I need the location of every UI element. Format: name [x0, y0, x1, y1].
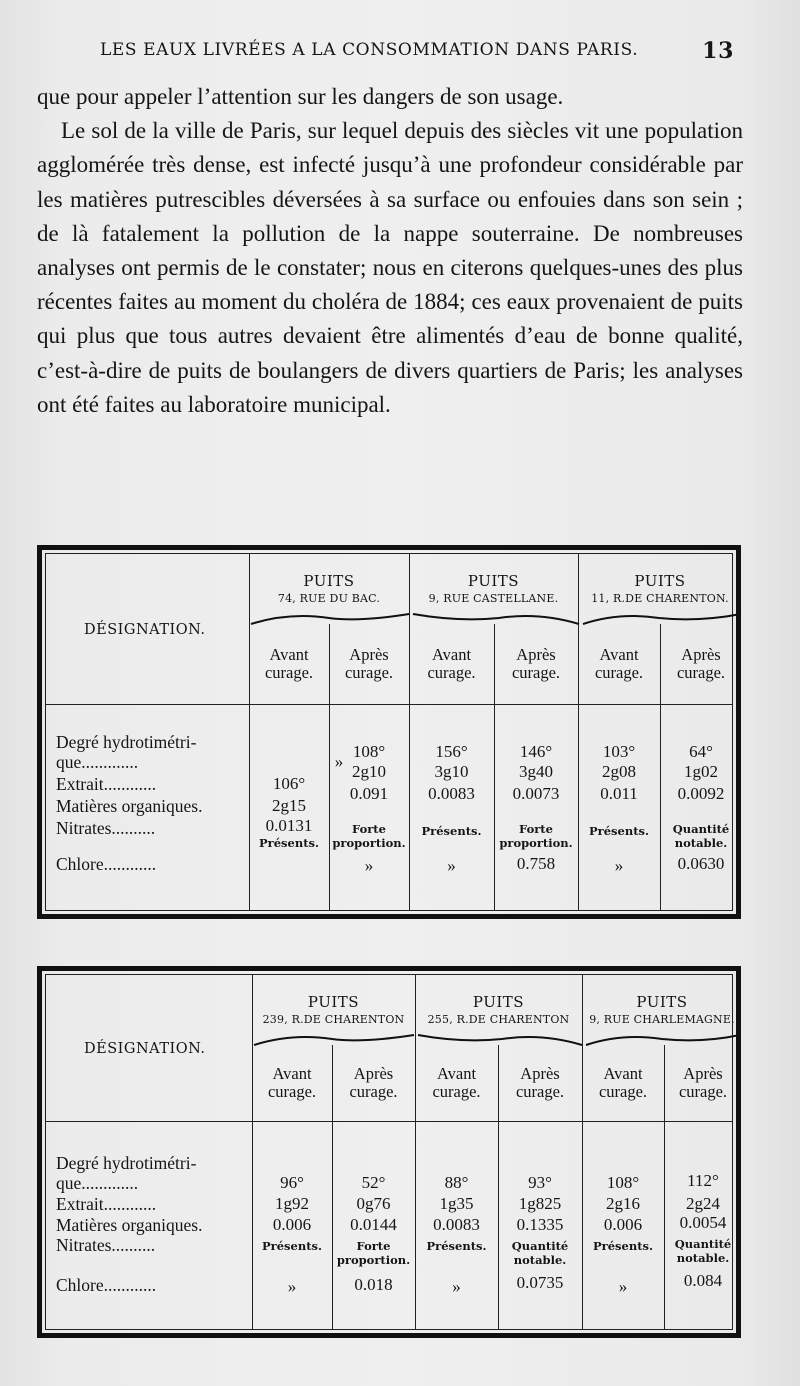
- table-cell: 0.011: [600, 784, 638, 803]
- col-apres: Après curage.: [515, 1064, 565, 1101]
- table-cell: 0.006: [603, 1215, 643, 1234]
- table-cell: 0.091: [349, 784, 389, 803]
- well-title: PUITS: [307, 993, 360, 1011]
- col-avant: Avant curage.: [598, 1064, 648, 1101]
- table-cell: 2g10: [352, 762, 386, 781]
- table-cell: 0.0630: [677, 854, 725, 873]
- col-avant: Avant curage.: [267, 1064, 317, 1101]
- table-cell: 3g10: [434, 762, 469, 781]
- col-avant: Avant curage.: [432, 1064, 481, 1101]
- table-cell: 0.0092: [677, 784, 725, 803]
- col-avant: Avant curage.: [264, 645, 314, 682]
- table-cell: 93°: [528, 1173, 552, 1192]
- analysis-table-2: [37, 966, 741, 1338]
- table-cell: Quantité notable.: [511, 1239, 569, 1267]
- well-title: PUITS: [472, 993, 525, 1011]
- table-cell: 0.018: [354, 1275, 393, 1294]
- table-cell: Présents.: [262, 1239, 322, 1253]
- table-cell: »: [452, 1277, 461, 1296]
- well-address: 9, RUE CASTELLANE.: [428, 592, 559, 605]
- col-apres: Après curage.: [349, 1064, 398, 1101]
- table-cell: »: [447, 856, 456, 875]
- paragraph-2: Le sol de la ville de Paris, sur lequel depuis des siècles vit une population agglomérée très dense, est infecté jusqu’à une profondeur considérable par les matières putrescibles déversées à sa surface ou enfouies dans son sein ; de là fatalement la pollution de la nappe souterraine. De nombreuses analyses ont permis de le constater; nous en citerons quelques-unes des plus récentes faites au moment du choléra de 1884; ces eaux provenaient de puits qui plus que tous autres devaient être alimentés d’eau de bonne qualité, c’est-à-dire de puits de boulangers de divers quartiers de Paris; les analyses ont été faites au laboratoire municipal.: [37, 118, 743, 417]
- table-cell: 1g825: [518, 1194, 562, 1213]
- table-cell: 52°: [361, 1173, 386, 1192]
- table-cell: 2g24: [686, 1194, 720, 1213]
- running-head: [100, 38, 740, 64]
- well-address: 255, R.DE CHARENTON: [427, 1013, 570, 1026]
- table-cell: 88°: [444, 1173, 469, 1192]
- table-cell: Présents.: [421, 824, 482, 838]
- table-cell: 112°: [687, 1171, 719, 1190]
- table-cell: »: [334, 752, 344, 771]
- table-cell: 108°: [606, 1173, 640, 1192]
- col-apres: Après curage.: [676, 645, 726, 682]
- table-cell: 1g35: [439, 1194, 474, 1213]
- table-cell: 0.0131: [265, 816, 313, 835]
- brace-icon: [249, 610, 743, 630]
- row-label: Chlore............: [56, 854, 157, 874]
- table-cell: Présents.: [593, 1239, 653, 1253]
- table-cell: Présents.: [426, 1239, 487, 1253]
- designation-header: DÉSIGNATION.: [84, 1041, 206, 1057]
- table-cell: »: [618, 1277, 628, 1296]
- row-label: Degré hydrotimétri-: [56, 1153, 197, 1173]
- row-label: Nitrates..........: [56, 818, 156, 838]
- well-address: 239, R.DE CHARENTON: [262, 1013, 405, 1026]
- table-cell: 0.0735: [516, 1273, 564, 1292]
- row-label: Extrait............: [56, 774, 157, 794]
- table-cell: 0.1335: [516, 1215, 564, 1234]
- table-cell: Forte proportion.: [336, 1239, 411, 1267]
- table-cell: 0g76: [356, 1194, 391, 1213]
- table-cell: 0.0083: [428, 784, 475, 803]
- page-number: 13: [702, 38, 734, 64]
- col-apres: Après curage.: [511, 645, 561, 682]
- table-cell: »: [614, 856, 624, 875]
- table-cell: Quantité notable.: [674, 1237, 732, 1265]
- row-label-cont: que.............: [56, 752, 139, 772]
- row-label-cont: que.............: [56, 1173, 139, 1193]
- col-avant: Avant curage.: [427, 645, 476, 682]
- table-cell: 2g08: [602, 762, 636, 781]
- paragraph-1: que pour appeler l’attention sur les dangers de son usage.: [37, 84, 564, 109]
- table-cell: 0.084: [683, 1271, 723, 1290]
- col-apres: Après curage.: [344, 645, 394, 682]
- table-cell: 0.0144: [350, 1215, 397, 1234]
- table-cell: 0.0054: [679, 1213, 727, 1232]
- analysis-table-1: [37, 545, 741, 919]
- table-cell: 146°: [519, 742, 553, 761]
- row-label: Extrait............: [56, 1194, 157, 1214]
- row-label: Matières organiques.: [56, 1215, 203, 1235]
- table-cell: 2g16: [606, 1194, 640, 1213]
- row-label: Matières organiques.: [56, 796, 203, 816]
- well-address: 11, R.DE CHARENTON.: [591, 592, 729, 605]
- table-cell: Forte proportion.: [499, 822, 573, 850]
- table-cell: 64°: [689, 742, 713, 761]
- table-cell: »: [287, 1277, 297, 1296]
- col-apres: Après curage.: [678, 1064, 728, 1101]
- row-label: Chlore............: [56, 1275, 157, 1295]
- well-address: 9, RUE CHARLEMAGNE.: [589, 1013, 735, 1026]
- table-cell: Forte proportion.: [332, 822, 406, 850]
- table-cell: 156°: [435, 742, 468, 761]
- well-title: PUITS: [467, 572, 520, 590]
- table-cell: Présents.: [589, 824, 649, 838]
- well-title: PUITS: [634, 572, 686, 590]
- table-cell: 1g92: [275, 1194, 309, 1213]
- well-title: PUITS: [636, 993, 688, 1011]
- body-text: [37, 80, 743, 422]
- table-cell: 2g15: [272, 796, 306, 815]
- table-cell: 0.0083: [433, 1215, 480, 1234]
- table-cell: Quantité notable.: [672, 822, 730, 850]
- running-title: LES EAUX LIVRÉES A LA CONSOMMATION DANS PARIS.: [100, 40, 639, 60]
- well-address: 74, RUE DU BAC.: [277, 592, 381, 605]
- row-label: Degré hydrotimétri-: [56, 732, 197, 752]
- table-cell: »: [364, 856, 374, 875]
- brace-icon: [252, 1031, 742, 1051]
- well-title: PUITS: [303, 572, 355, 590]
- table-cell: 106°: [272, 774, 306, 793]
- row-label: Nitrates..........: [56, 1235, 156, 1255]
- table-cell: 0.0073: [512, 784, 560, 803]
- table-cell: 96°: [280, 1173, 304, 1192]
- table-cell: 0.006: [272, 1215, 312, 1234]
- table-cell: Présents.: [259, 836, 319, 850]
- designation-header: DÉSIGNATION.: [84, 622, 206, 638]
- table-cell: 103°: [602, 742, 636, 761]
- table-cell: 3g40: [519, 762, 553, 781]
- col-avant: Avant curage.: [594, 645, 644, 682]
- table-cell: 0.758: [516, 854, 556, 873]
- table-cell: 108°: [352, 742, 386, 761]
- table-cell: 1g02: [684, 762, 718, 781]
